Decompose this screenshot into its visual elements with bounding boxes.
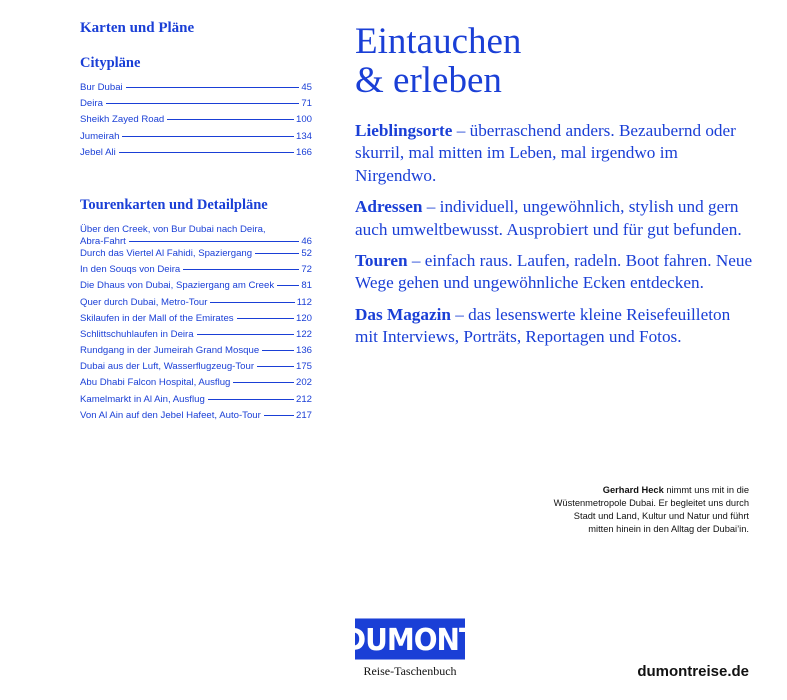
feature-text: – überraschend anders. Bezaubernd oder skurril, mal mitten im Leben, mal irgendwo im Nirgendwo. — [355, 121, 736, 185]
toc-entry — [80, 410, 312, 426]
toc-entry — [80, 98, 312, 114]
toc-entry-page: 134 — [295, 130, 312, 142]
leader-line — [257, 366, 294, 367]
toc-entry-page: 46 — [301, 235, 312, 247]
toc-entry — [80, 224, 312, 248]
toc-entry-page: 45 — [301, 82, 312, 93]
leader-line — [233, 382, 294, 383]
toc-entry-page: 112 — [296, 296, 312, 308]
toc-entry-name: Deira — [80, 98, 103, 110]
toc-entry — [80, 345, 312, 361]
toc-entry-page: 217 — [295, 409, 312, 421]
toc-entry — [80, 394, 312, 410]
feature-paragraph — [355, 304, 755, 349]
leader-line — [197, 334, 294, 335]
toc-entry-page: 166 — [295, 146, 312, 158]
toc-entry — [80, 131, 312, 147]
toc-entry-name: Die Dhaus von Dubai, Spaziergang am Creek — [80, 280, 275, 292]
author-blurb — [549, 484, 749, 536]
toc-entry — [80, 361, 312, 377]
toc-entry-page: 72 — [301, 264, 312, 276]
feature-paragraph — [355, 250, 755, 295]
toc-entry — [80, 114, 312, 130]
feature-paragraph — [355, 196, 755, 241]
headline-line1: Eintauchen — [355, 21, 522, 62]
feature-list — [355, 120, 755, 349]
leader-line — [237, 318, 294, 319]
toc-entry-name-line2: Abra-Fahrt — [80, 235, 126, 247]
headline-line2: & erleben — [355, 60, 502, 101]
toc-entry-name: Skilaufen in der Mall of the Emirates — [80, 312, 234, 324]
toc-column — [80, 20, 312, 426]
leader-line — [119, 152, 294, 153]
leader-line — [129, 241, 299, 242]
leader-line — [167, 119, 294, 120]
toc-entry-name: Jumeirah — [80, 130, 120, 142]
toc-entry-page: 136 — [295, 345, 312, 357]
toc-entry-page: 120 — [295, 312, 312, 324]
leader-line — [106, 103, 299, 104]
toc-entry-page: 100 — [295, 114, 312, 126]
toc-entry — [80, 280, 312, 296]
leader-line — [277, 285, 299, 286]
author-name: Gerhard Heck — [602, 485, 664, 495]
feature-keyword: Das Magazin — [355, 304, 451, 324]
toc-entry-name: Dubai aus der Luft, Wasserflugzeug-Tour — [80, 361, 255, 373]
author-text: nimmt uns mit in die Wüstenmetropole Dubai. Er begleitet uns durch Stadt und Land, Kultur und Natur und führt mitten hinein in den Alltag der Dubai’in. — [553, 485, 749, 534]
toc-entry-page: 175 — [295, 361, 312, 373]
toc-entry — [80, 82, 312, 98]
feature-column — [355, 22, 755, 358]
toc-entry-name: Jebel Ali — [80, 146, 116, 158]
tour-maps-list — [80, 224, 312, 426]
toc-entry-page: 122 — [295, 328, 312, 340]
toc-entry — [80, 147, 312, 163]
toc-entry-page: 212 — [295, 393, 312, 405]
leader-line — [255, 253, 299, 254]
city-maps-heading: Citypläne — [80, 55, 141, 71]
website-url[interactable]: dumontreise.de — [637, 663, 749, 680]
toc-entry-name: In den Souqs von Deira — [80, 264, 181, 276]
leader-line — [210, 302, 294, 303]
series-name: Reise-Taschenbuch — [363, 664, 457, 678]
toc-entry-page: 52 — [301, 247, 312, 259]
feature-text: – einfach raus. Laufen, radeln. Boot fahren. Neue Wege gehen und ungewöhnliche Ecken entdecken. — [355, 251, 753, 293]
leader-line — [262, 350, 294, 351]
feature-keyword: Touren — [355, 251, 408, 271]
feature-keyword: Adressen — [355, 197, 423, 217]
toc-entry — [80, 248, 312, 264]
toc-entry-page: 71 — [301, 98, 312, 110]
feature-keyword: Lieblingsorte — [355, 121, 453, 140]
toc-entry — [80, 313, 312, 329]
leader-line — [183, 269, 299, 270]
feature-text: – individuell, ungewöhnlich, stylish und gern auch umweltbewusst. Ausprobiert und für gut befunden. — [355, 197, 742, 239]
toc-entry — [80, 264, 312, 280]
toc-entry-name: Sheikh Zayed Road — [80, 114, 165, 126]
toc-entry-page: 81 — [301, 280, 312, 292]
toc-entry-name: Kamelmarkt in Al Ain, Ausflug — [80, 393, 205, 405]
toc-entry-name: Quer durch Dubai, Metro-Tour — [80, 296, 208, 308]
leader-line — [208, 399, 294, 400]
dumont-logo: DUMONT — [355, 618, 465, 659]
leader-line — [264, 415, 294, 416]
headline — [355, 22, 755, 100]
toc-entry-name: Schlittschuhlaufen in Deira — [80, 328, 194, 340]
toc-entry-name-line1: Über den Creek, von Bur Dubai nach Deira, — [80, 223, 266, 235]
tour-maps-heading: Tourenkarten und Detailpläne — [80, 196, 268, 213]
feature-text: – das lesenswerte kleine Reisefeuilleton mit Interviews, Porträts, Reportagen und Fotos. — [355, 304, 731, 347]
toc-entry-name: Rundgang in der Jumeirah Grand Mosque — [80, 345, 260, 357]
toc-entry-name: Von Al Ain auf den Jebel Hafeet, Auto-Tour — [80, 409, 261, 421]
toc-entry-page: 202 — [295, 377, 312, 389]
toc-entry-name: Abu Dhabi Falcon Hospital, Ausflug — [80, 377, 231, 389]
toc-entry-name: Durch das Viertel Al Fahidi, Spaziergang — [80, 247, 253, 259]
toc-entry — [80, 297, 312, 313]
city-maps-list — [80, 82, 312, 163]
toc-entry — [80, 329, 312, 345]
leader-line — [122, 136, 294, 137]
feature-paragraph — [355, 120, 755, 187]
toc-entry — [80, 377, 312, 393]
toc-entry-name: Bur Dubai — [80, 82, 123, 93]
leader-line — [126, 87, 300, 88]
toc-heading: Karten und Pläne — [80, 20, 195, 36]
